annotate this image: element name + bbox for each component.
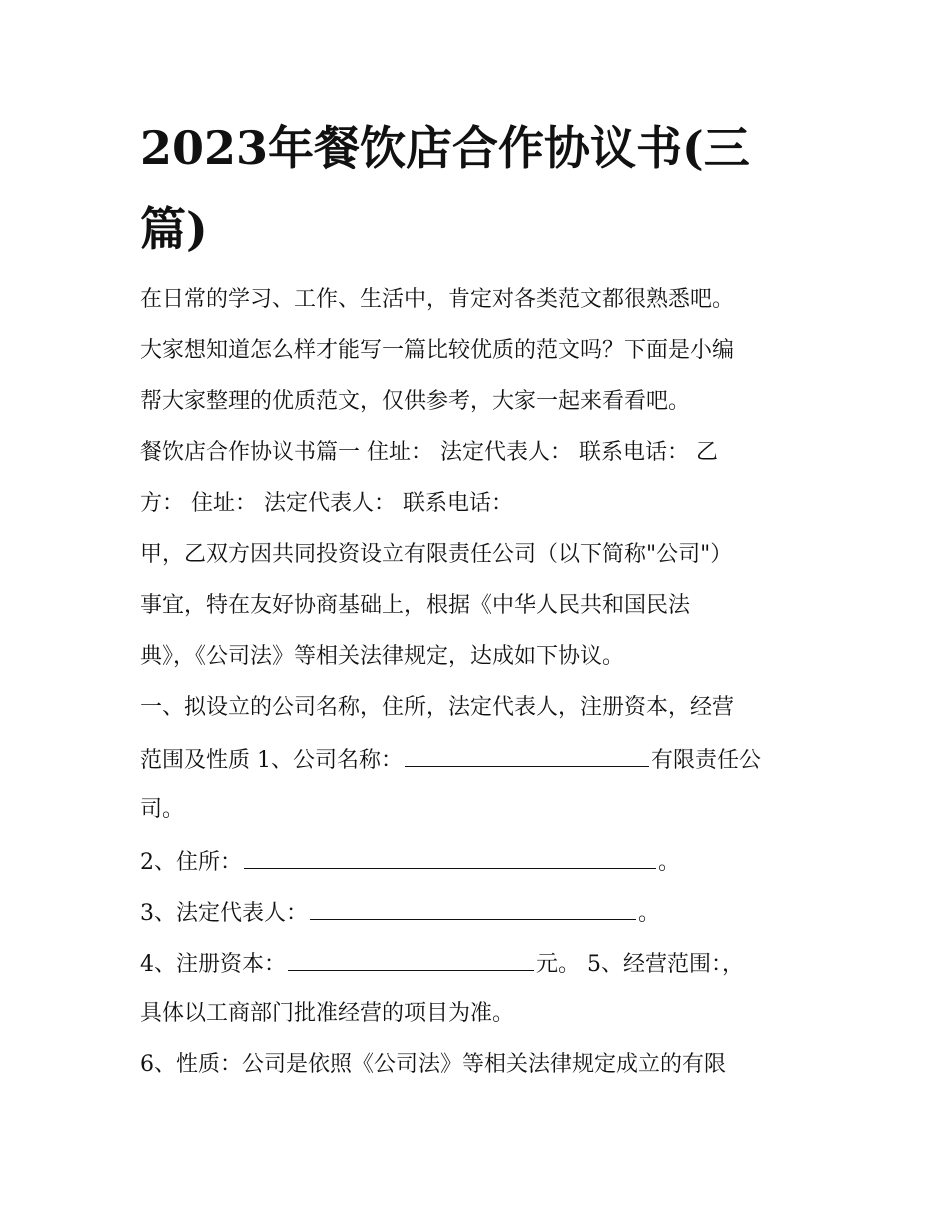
legal-rep-suffix: 。 <box>638 901 661 926</box>
paragraph-line: 甲，乙双方因共同投资设立有限责任公司（以下简称"公司"） <box>140 542 733 567</box>
capital-line <box>140 948 830 980</box>
capital-blank <box>288 948 534 971</box>
document-title-continued: 篇) <box>140 202 208 256</box>
address-line <box>140 846 830 878</box>
title-year: 2023 <box>140 121 269 175</box>
document-title <box>140 120 820 176</box>
legal-rep-label: 3、法定代表人： <box>140 901 308 926</box>
company-name-blank <box>405 744 649 767</box>
address-blank <box>244 846 656 869</box>
paragraph-line: 在日常的学习、工作、生活中，肯定对各类范文都很熟悉吧。 <box>140 287 735 312</box>
paragraph-line: 大家想知道怎么样才能写一篇比较优质的范文吗？下面是小编 <box>140 338 735 363</box>
paragraph-line: 帮大家整理的优质范文，仅供参考，大家一起来看看吧。 <box>140 389 691 414</box>
address-suffix: 。 <box>658 850 681 875</box>
title-text: 年餐饮店合作协议书(三 <box>268 121 750 175</box>
paragraph-line: 司。 <box>140 797 185 822</box>
legal-rep-blank <box>310 897 636 920</box>
capital-suffix: 元。 5、经营范围：， <box>536 952 744 977</box>
paragraph-line: 餐饮店合作协议书篇一 住址： 法定代表人： 联系电话： 乙 <box>140 440 718 465</box>
company-name-line <box>140 744 830 776</box>
paragraph-line: 典》，《公司法》等相关法律规定，达成如下协议。 <box>140 644 625 669</box>
company-name-label: 范围及性质 1、公司名称： <box>140 748 403 773</box>
company-name-suffix: 有限责任公 <box>651 748 762 773</box>
paragraph-line: 一、拟设立的公司名称，住所，法定代表人，注册资本，经营 <box>140 695 735 720</box>
paragraph-line: 具体以工商部门批准经营的项目为准。 <box>140 1001 515 1026</box>
legal-rep-line <box>140 897 830 929</box>
capital-label: 4、注册资本： <box>140 952 286 977</box>
address-label: 2、住所： <box>140 850 242 875</box>
paragraph-line: 6、性质：公司是依照《公司法》等相关法律规定成立的有限 <box>140 1052 726 1077</box>
paragraph-line: 方： 住址： 法定代表人： 联系电话： <box>140 491 513 516</box>
paragraph-line: 事宜，特在友好协商基础上，根据《中华人民共和国民法 <box>140 593 691 618</box>
